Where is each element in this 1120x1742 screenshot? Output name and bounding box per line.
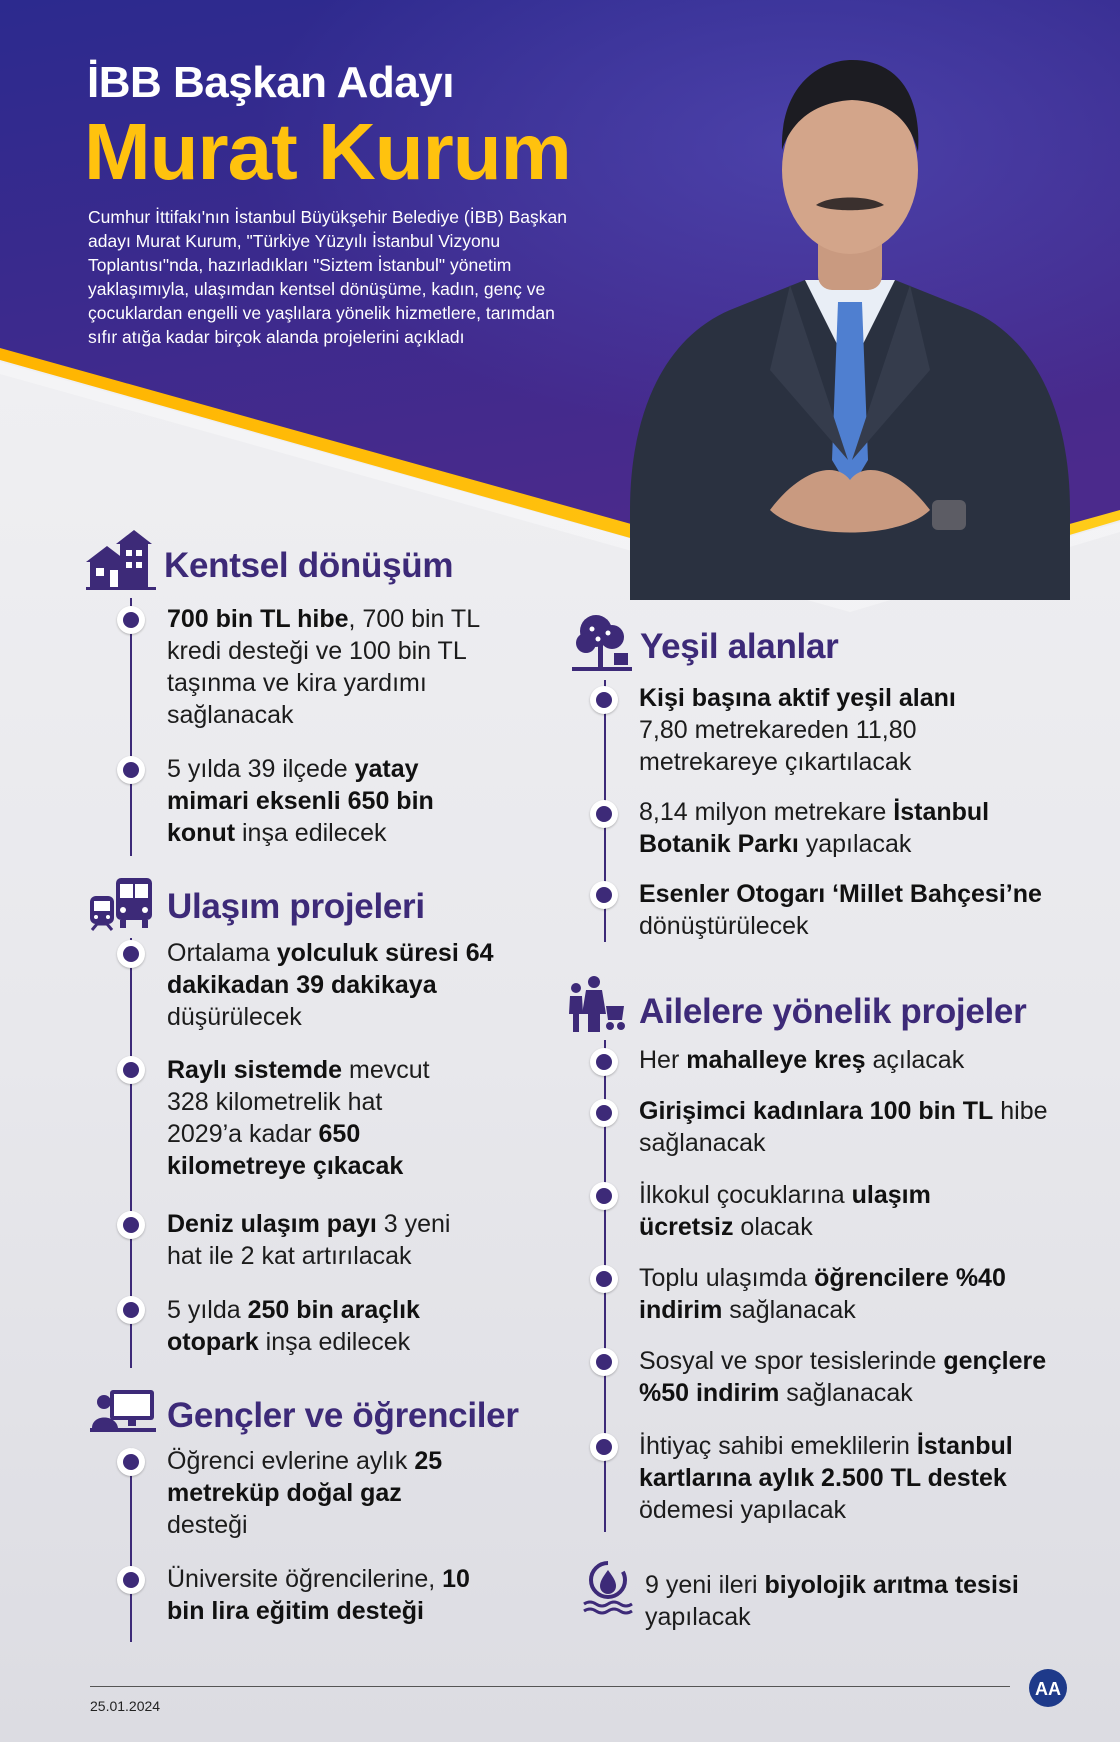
list-item-ulasim-2: Raylı sistemde mevcut 328 kilometrelik hat 2029’a kadar 650 kilometreye çıkacak [167, 1056, 430, 1180]
bullet-dot [590, 1182, 618, 1210]
bullet-dot [590, 800, 618, 828]
list-item-yesil-3: Esenler Otogarı ‘Millet Bahçesi’ne dönüştürülecek [639, 880, 1042, 940]
list-item-ulasim-4: 5 yılda 250 bin araçlık otopark inşa edilecek [167, 1296, 420, 1356]
water-treatment-icon [582, 1560, 634, 1616]
section-title-gencler: Gençler ve öğrenciler [167, 1396, 519, 1435]
bus-train-icon [88, 876, 154, 932]
timeline-kentsel [130, 598, 132, 856]
section-title-aileler: Ailelere yönelik projeler [639, 992, 1027, 1031]
list-item-aileler-3: İlkokul çocuklarına ulaşım ücretsiz olacak [639, 1181, 931, 1241]
bullet-dot [117, 756, 145, 784]
bullet-dot [117, 1296, 145, 1324]
section-title-ulasim: Ulaşım projeleri [167, 887, 425, 926]
family-icon [566, 976, 630, 1034]
list-item-gencler-1: Öğrenci evlerine aylık 25 metreküp doğal gaz desteği [167, 1447, 443, 1539]
list-item-aileler-4: Toplu ulaşımda öğrencilere %40 indirim sağlanacak [639, 1264, 1006, 1324]
bullet-dot [117, 1056, 145, 1084]
list-item-aritma: 9 yeni ileri biyolojik arıtma tesisi yapılacak [645, 1571, 1019, 1631]
list-item-yesil-2: 8,14 milyon metrekare İstanbul Botanik Parkı yapılacak [639, 798, 990, 858]
bullet-dot [117, 606, 145, 634]
list-item-ulasim-1: Ortalama yolculuk süresi 64 dakikadan 39 dakikaya düşürülecek [167, 939, 494, 1031]
bullet-dot [117, 940, 145, 968]
intro-paragraph: Cumhur İttifakı'nın İstanbul Büyükşehir Belediye (İBB) Başkan adayı Murat Kurum, "Türkiye Yüzyılı İstanbul Vizyonu Toplantısı"nda, hazırladıkları "Siztem İstanbul" yönetim yaklaşımıyla, ulaşımdan kentsel dönüşüme, kadın, genç ve çocuklardan engelli ve yaşlılara yönelik hizmetlere, tarımdan sıfır atığa kadar birçok alanda projelerini açıkladı [88, 207, 567, 347]
list-item-aileler-5: Sosyal ve spor tesislerinde gençlere %50 indirim sağlanacak [639, 1347, 1047, 1407]
bullet-dot [590, 686, 618, 714]
bullet-dot [590, 881, 618, 909]
bullet-dot [590, 1348, 618, 1376]
list-item-yesil-1: Kişi başına aktif yeşil alanı 7,80 metrekareden 11,80 metrekareye çıkartılacak [639, 684, 956, 776]
list-item-kentsel-2: 5 yılda 39 ilçede yatay mimari eksenli 650 bin konut inşa edilecek [167, 755, 434, 847]
candidate-portrait [620, 40, 1080, 600]
bullet-dot [117, 1211, 145, 1239]
bullet-dot [117, 1448, 145, 1476]
publish-date: 25.01.2024 [90, 1698, 161, 1714]
section-title-yesil: Yeşil alanlar [640, 627, 839, 666]
section-title-kentsel: Kentsel dönüşüm [164, 546, 454, 585]
aa-logo [1028, 1668, 1068, 1708]
list-item-ulasim-3: Deniz ulaşım payı 3 yeni hat ile 2 kat artırılacak [167, 1210, 451, 1270]
header-subtitle: İBB Başkan Adayı [87, 58, 454, 107]
list-item-aileler-1: Her mahalleye kreş açılacak [639, 1046, 965, 1074]
bullet-dot [590, 1433, 618, 1461]
computer-student-icon [90, 1388, 156, 1434]
bullet-dot [117, 1566, 145, 1594]
houses-icon [86, 528, 156, 590]
tree-icon [572, 613, 632, 673]
timeline-gencler [130, 1448, 132, 1642]
footer-divider [90, 1686, 1010, 1687]
bullet-dot [590, 1099, 618, 1127]
candidate-name: Murat Kurum [84, 107, 571, 196]
bullet-dot [590, 1265, 618, 1293]
list-item-aileler-2: Girişimci kadınlara 100 bin TL hibe sağlanacak [639, 1097, 1048, 1157]
aa-logo-text: AA [1035, 1679, 1061, 1699]
bullet-dot [590, 1048, 618, 1076]
list-item-gencler-2: Üniversite öğrencilerine, 10 bin lira eğitim desteği [167, 1565, 470, 1625]
list-item-aileler-6: İhtiyaç sahibi emeklilerin İstanbul kartlarına aylık 2.500 TL destek ödemesi yapılacak [639, 1432, 1013, 1524]
list-item-kentsel-1: 700 bin TL hibe, 700 bin TL kredi desteği ve 100 bin TL taşınma ve kira yardımı sağlanacak [167, 605, 480, 729]
